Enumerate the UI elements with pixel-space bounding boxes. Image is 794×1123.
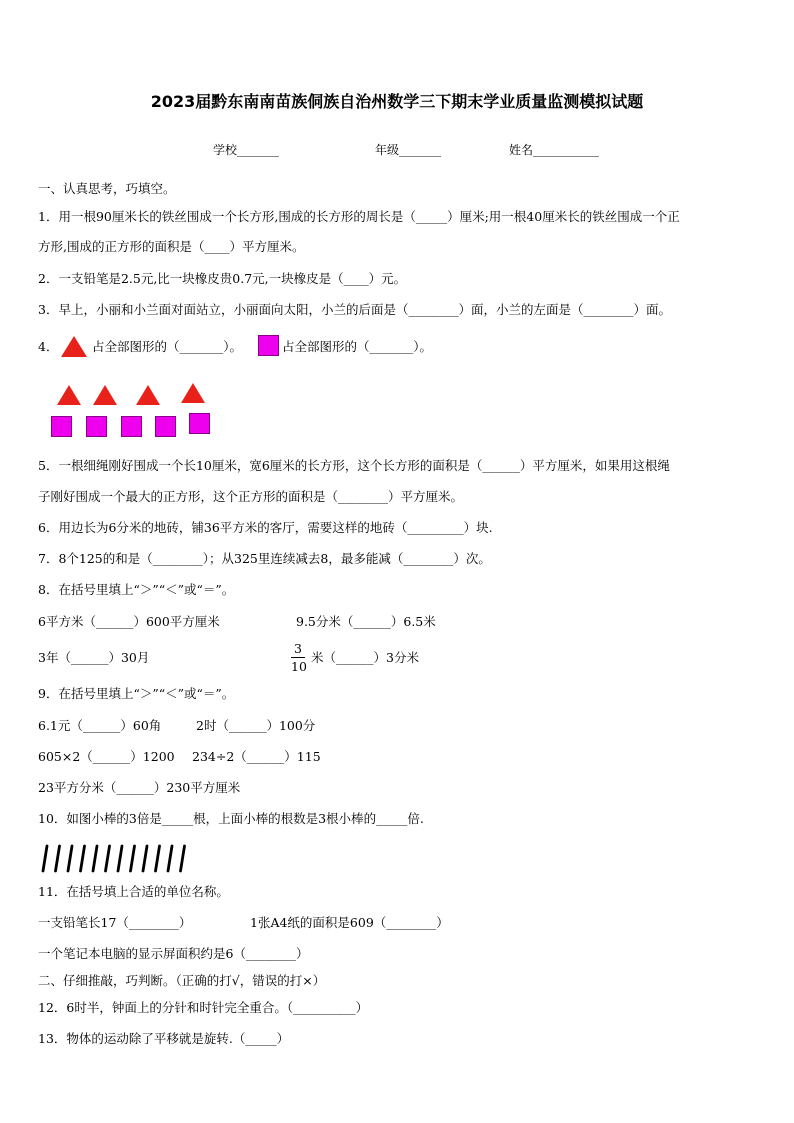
question-5-line-2: 子刚好围成一个最大的正方形，这个正方形的面积是（________）平方厘米。 <box>38 489 464 504</box>
question-9-d: 234÷2（______）115 <box>192 749 321 764</box>
stick <box>181 846 185 871</box>
square-icon <box>155 416 176 437</box>
fraction-three-tenths <box>291 641 305 674</box>
question-8-a: 6平方米（______）600平方厘米 <box>38 614 220 629</box>
stick <box>43 846 47 871</box>
question-8-stem: 8．在括号里填上“＞”“＜”或“＝”。 <box>38 582 235 597</box>
question-9-a: 6.1元（______）60角 <box>38 718 162 733</box>
triangle-icon <box>57 385 81 405</box>
question-12: 12．6时半，钟面上的分针和时针完全重合。（__________） <box>38 1000 369 1015</box>
stick <box>156 846 160 871</box>
question-3: 3．早上，小丽和小兰面对面站立，小丽面向太阳，小兰的后面是（________）面，小兰的左面是（________）面。 <box>38 302 671 317</box>
question-5-line-1: 5．一根细绳刚好围成一个长10厘米，宽6厘米的长方形，这个长方形的面积是（______）平方厘米，如果用这根绳 <box>38 458 670 473</box>
section-1-heading: 一、认真思考，巧填空。 <box>38 181 176 196</box>
question-8-b: 9.5分米（______）6.5米 <box>296 614 436 629</box>
question-8-c: 3年（______）30月 <box>38 650 150 665</box>
question-6: 6．用边长为6分米的地砖，铺36平方米的客厅，需要这样的地砖（_________）块. <box>38 520 493 535</box>
question-11-a: 一支铅笔长17（________） <box>38 915 192 930</box>
question-8-d: 米（______）3分米 <box>311 650 419 665</box>
triangle-icon <box>181 383 205 403</box>
stick <box>118 846 122 871</box>
question-4-number: 4． <box>38 339 59 354</box>
stick <box>131 846 135 871</box>
square-icon <box>86 416 107 437</box>
question-9-c: 605×2（______）1200 <box>38 749 175 764</box>
triangle-icon <box>93 385 117 405</box>
question-11-c: 一个笔记本电脑的显示屏面积约是6（________） <box>38 946 309 961</box>
stick <box>106 846 110 871</box>
school-field: 学校_______ <box>213 143 280 157</box>
red-triangle-icon <box>61 336 87 357</box>
stick <box>81 846 85 871</box>
question-4-square-text: 占全部图形的（_______）。 <box>282 339 433 354</box>
name-field: 姓名___________ <box>509 143 600 157</box>
triangle-icon <box>136 385 160 405</box>
page-title: 2023届黔东南南苗族侗族自治州数学三下期末学业质量监测模拟试题 <box>150 92 644 111</box>
square-icon <box>121 416 142 437</box>
fraction-numerator: 3 <box>294 641 302 656</box>
question-2: 2．一支铅笔是2.5元,比一块橡皮贵0.7元,一块橡皮是（____）元。 <box>38 271 407 286</box>
question-9-e: 23平方分米（______）230平方厘米 <box>38 780 241 795</box>
fraction-denominator: 10 <box>291 659 307 674</box>
stick <box>68 846 72 871</box>
question-11-b: 1张A4纸的面积是609（________） <box>250 915 449 930</box>
stick <box>168 846 172 871</box>
question-9-b: 2时（______）100分 <box>196 718 316 733</box>
square-icon <box>51 416 72 437</box>
grade-field: 年级_______ <box>375 143 442 157</box>
sticks-figure <box>38 842 198 874</box>
square-icon <box>189 413 210 434</box>
question-13: 13．物体的运动除了平移就是旋转.（_____） <box>38 1031 290 1046</box>
question-1-line-1: 1．用一根90厘米长的铁丝围成一个长方形,围成的长方形的周长是（_____）厘米;用一根40厘米长的铁丝围成一个正 <box>38 209 680 224</box>
question-1-line-2: 方形,围成的正方形的面积是（____）平方厘米。 <box>38 239 305 254</box>
section-2-heading: 二、仔细推敲，巧判断。（正确的打√，错误的打×） <box>38 973 326 988</box>
stick <box>56 846 60 871</box>
magenta-square-icon <box>258 335 279 356</box>
fraction-bar <box>291 657 305 658</box>
stick <box>143 846 147 871</box>
question-11-stem: 11．在括号填上合适的单位名称。 <box>38 884 229 899</box>
question-10: 10．如图小棒的3倍是_____根，上面小棒的根数是3根小棒的_____倍. <box>38 811 424 826</box>
stick <box>93 846 97 871</box>
question-7: 7．8个125的和是（________）；从325里连续减去8，最多能减（________）次。 <box>38 551 491 566</box>
question-9-stem: 9．在括号里填上“＞”“＜”或“＝”。 <box>38 686 235 701</box>
question-4-triangle-text: 占全部图形的（_______）。 <box>92 339 243 354</box>
